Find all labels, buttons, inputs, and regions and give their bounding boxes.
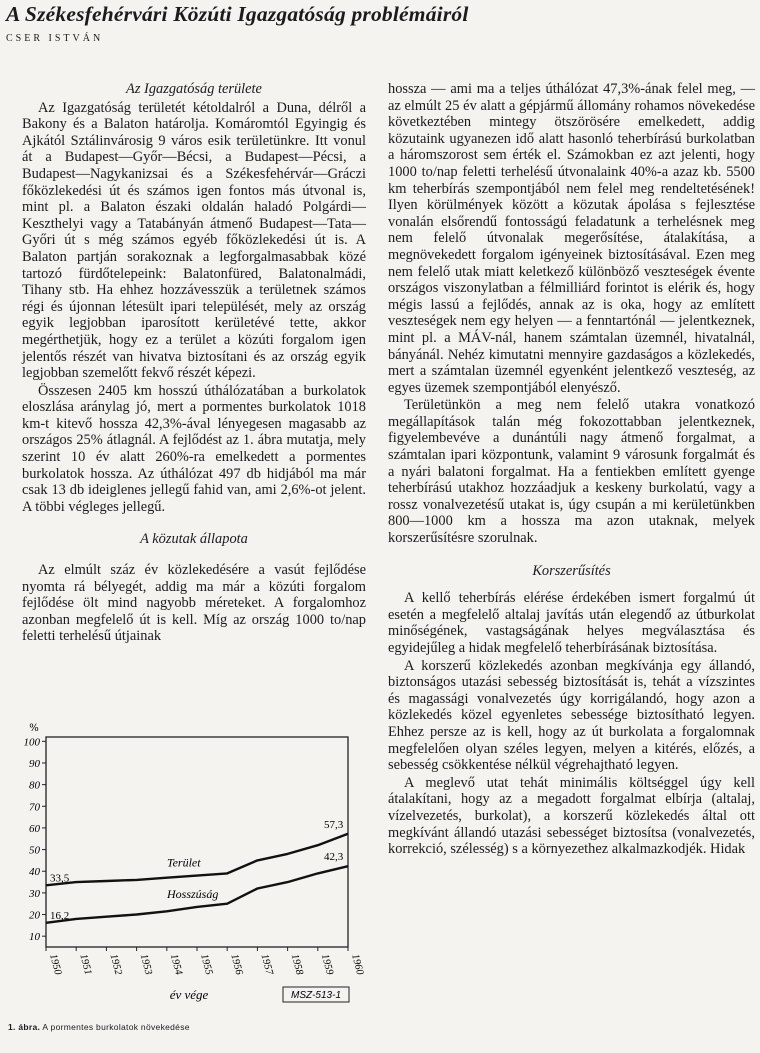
x-tick-label: 1959 (318, 952, 335, 977)
x-tick-label: 1957 (258, 952, 275, 977)
paragraph: Az Igazgatóság területét kétoldalról a Duna, délről a Bakony és a Balaton határolja. Komáromtól Egyingig és Ajkától Sztálinvárosig 9 város esik területünkre. Itt vonul át a Budapest—Győr—Bécsi, a Budapest—Pécsi, a Budapest—Nagykanizsai és a Székesfehérvár—Gráczi főközlekedési út és számos igen fontos más útvonal is, mint pl. a Balaton északi oldalán haladó Polgárdi—Keszthelyi vagy a Tatabányán átmenő Budapest—Tata—Győri út s még számos egyéb főközlekedési út is. A Balaton partján sorakoznak a legforgalmasabbak közé tartozó fürdőtelepeink: Balatonfüred, Balatonalmádi, Tihany stb. Ha ehhez hozzávesszük a területnek számos régi és újonnan létesült ipari települését, mely az ország egyik legjobban iparosított kerületévé tette, akkor megérthetjük, hogy ez a terület a közúti forgalom igen jelentős részét van hivatva biztosítani és az ország egyik legjobban szemelőtt fekvő részét képezi. (22, 99, 366, 382)
paragraph: hossza — ami ma a teljes úthálózat 47,3%-ának felel meg, — az elmúlt 25 év alatt a gépjármű állomány rohamos növekedése következtében mintegy ötszörösére emelkedett, addig közutaink ugyanezen idő alatt hasonló teherbírású burkolatban a háromszorost sem érték el. Számokban ez azt jelenti, hogy 1000 to/nap feletti terhelésű útvonalaink 40%-a azaz kb. 5500 km teherbírás szempontjából nem felel meg rendeltetésének! Ilyen körülmények között a közutak ápolása s fejlesztése vonalán elsőrendű fontosságú feladatunk a terhelésnek meg nem felelő útvonalak megerősítése, átalakítása, a megnövekedett forgalom igényeinek biztosításával. Ezen meg nem felelő utak miatt keletkező különböző veszteségek évente országos viszonylatban a félmilliárd forintot is elérik és, hogy mégis lassú a fejlődés, annak az is oka, hogy az említett veszteségek nem egy helyen — a fenntartónál — jelentkeznek, mint pl. a MÁV-nál, hanem számtalan üzemnél, hivatalnál, bányánál. Nehéz kimutatni mennyire gazdaságos a közlekedés, mert a számtalan üzemnél egyenként jelentkező veszteség, az egyes üzemek szempontjából elenyésző. (388, 81, 755, 396)
figure-chart (20, 715, 365, 1030)
x-tick-label: 1950 (47, 952, 64, 977)
figure-caption (8, 1022, 368, 1032)
x-tick-label: 1956 (228, 952, 245, 977)
x-tick-label: 1960 (349, 952, 365, 977)
x-tick-label: 1952 (107, 952, 124, 977)
y-tick-label: 10 (29, 931, 40, 944)
y-tick-label: 30 (29, 887, 40, 900)
paragraph: Területünkön a meg nem felelő utakra vonatkozó megállapítások talán még fokozottabban jelentkeznek, figyelembevéve a dunántúli nagy átmenő forgalmat, a számtalan ipari központunk, valamint 9 városunk forgalmát és a nyári balatoni forgalmat. Ha a fentiekben említett gyenge teherbírású utakhoz hozzáadjuk a keskeny burkolatú, vagy a rossz vonalvezetésű utakat is, úgy csupán a mi kerületünkben 800—1000 km a hossza ma azon utaknak, melyek korszerűsítésre szorulnak. (388, 397, 755, 547)
series-start-label: 33,5 (50, 872, 70, 885)
y-axis-label: % (29, 723, 39, 734)
section-heading-territory: Az Igazgatóság területe (126, 81, 262, 97)
left-column (22, 81, 366, 645)
x-tick-label: 1958 (288, 952, 305, 977)
author: CSER ISTVÁN (6, 33, 104, 44)
y-tick-label: 50 (29, 844, 40, 857)
caption-text: A pormentes burkolatok növekedése (42, 1022, 190, 1032)
paragraph: Az elmúlt száz év közlekedésére a vasút fejlődése nyomta rá bélyegét, addig ma már a közúti forgalom fejlődése ölt mind nagyobb méreteket. A forgalomhoz azonban megfelelő út is kell. Míg az ország 1000 to/nap feletti terhelésű útjainak (22, 562, 366, 645)
x-axis-label: év vége (169, 987, 209, 1002)
article-title: A Székesfehérvári Közúti Igazgatóság problémáiról (6, 2, 469, 26)
x-tick-label: 1953 (137, 952, 154, 977)
y-tick-label: 20 (29, 909, 40, 922)
y-tick-label: 100 (23, 736, 40, 749)
series-end-label: 57,3 (324, 818, 344, 831)
section-heading-modernization: Korszerűsítés (532, 562, 611, 579)
plot-frame (46, 737, 348, 947)
caption-number: 1. ábra. (8, 1022, 41, 1032)
paragraph: A kellő teherbírás elérése érdekében ismert forgalmú út esetén a megfelelő altalaj javítás után elegendő az útburkolat minőségének, vastagságának helyes megválasztása és egyidejűleg a hidak megfelelő teherbírásának biztosítása. (388, 590, 755, 656)
section-heading-condition: A közutak állapota (140, 531, 248, 548)
series-name-label: Terület (167, 855, 201, 870)
x-tick-label: 1951 (77, 952, 94, 977)
paragraph: A meglevő utat tehát minimális költséggel úgy kell átalakítani, hogy az a megadott forgalmat elbírja (altalaj, vízelvezetés, burkolat), a korszerű közlekedés által ott megkívánt állandó utazási sebességet biztosítsa (vonalvezetés, korrekció, szélesség) s a környezethez alkalmazkodjék. Hidak (388, 774, 755, 858)
series-name-label: Hosszúság (167, 886, 219, 901)
paragraph: Összesen 2405 km hosszú úthálózatában a burkolatok eloszlása aránylag jó, mert a pormentes burkolatok 1018 km-t kitevő hossza 42,3%-ával lényegesen magasabb az országos 25% átlagnál. A fejlődést az 1. ábra mutatja, mely szerint 10 év alatt 260%-ra emelkedett a pormentes burkolatok hossza. Az úthálózat 497 db hidjából ma már csak 13 db ideiglenes jellegű fahid van, ami 2,6%-ot jelent. A többi végleges jellegű. (22, 382, 366, 515)
x-tick-label: 1955 (198, 952, 215, 977)
y-tick-label: 70 (29, 801, 40, 814)
paragraph: A korszerű közlekedés azonban megkívánja egy állandó, biztonságos utazási sebesség biztosítását is, tehát a vízszintes és magassági vonalvezetés úgy korrigálandó, hogy azon a közlekedés közel egyenletes sebessége biztosítható legyen. Ehhez persze az is kell, hogy az út burkolata a forgalomnak megfelelően olyan széles legyen, melyen a kitérés, előzés, a sebesség csökkentése nélkül végrehajtható legyen. (388, 657, 755, 774)
series-start-label: 16,2 (50, 909, 70, 922)
y-tick-label: 80 (29, 779, 40, 792)
y-tick-label: 60 (29, 822, 40, 835)
x-tick-label: 1954 (167, 952, 184, 977)
stamp-box (283, 987, 349, 1002)
y-tick-label: 40 (29, 866, 40, 879)
y-tick-label: 90 (29, 757, 40, 770)
right-column (388, 81, 755, 858)
stamp-text: MSZ-513-1 (290, 990, 342, 1001)
series-end-label: 42,3 (324, 851, 344, 864)
